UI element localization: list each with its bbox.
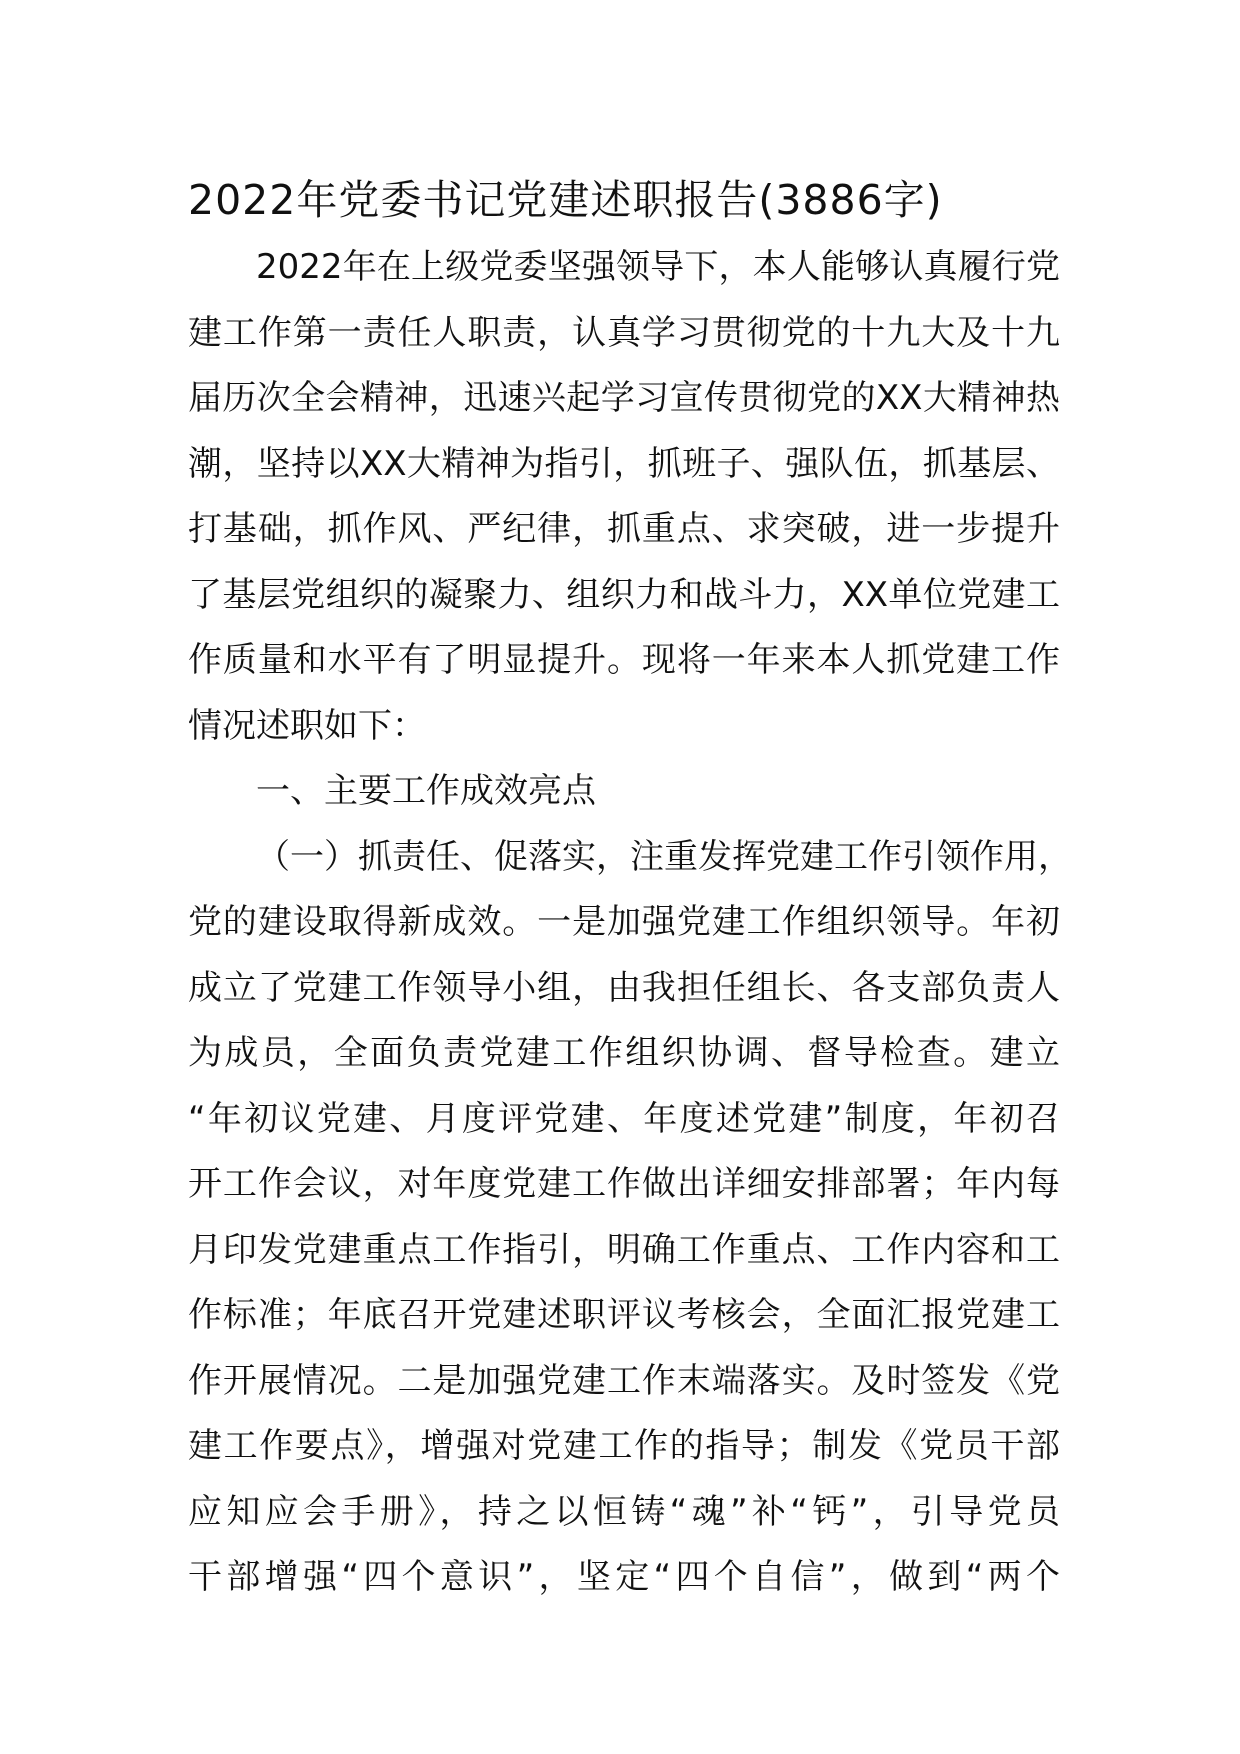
text-line: 干部增强“四个意识”，坚定“四个自信”，做到“两个: [188, 1557, 1060, 1597]
text-line: 了基层党组织的凝聚力、组织力和战斗力，XX单位党建工: [188, 574, 1060, 615]
text-line: 建工作要点》，增强对党建工作的指导；制发《党员干部: [188, 1426, 1060, 1466]
section-heading: 一、主要工作成效亮点: [256, 771, 596, 811]
text-line: “年初议党建、月度评党建、年度述党建”制度，年初召: [188, 1098, 1060, 1139]
text-line: 月印发党建重点工作指引，明确工作重点、工作内容和工: [188, 1229, 1060, 1270]
text-line: 为成员，全面负责党建工作组织协调、督导检查。建立: [188, 1033, 1060, 1073]
text-line: 成立了党建工作领导小组，由我担任组长、各支部负责人: [188, 967, 1060, 1008]
document-title: 2022年党委书记党建述职报告(3886字): [188, 176, 943, 224]
text-line: 2022年在上级党委坚强领导下，本人能够认真履行党: [256, 247, 1060, 287]
text-line: 作开展情况。二是加强党建工作末端落实。及时签发《党: [188, 1360, 1060, 1401]
text-line: 作标准；年底召开党建述职评议考核会，全面汇报党建工: [188, 1295, 1060, 1335]
text-line: 党的建设取得新成效。一是加强党建工作组织领导。年初: [188, 902, 1060, 942]
text-line: 情况述职如下：: [188, 705, 426, 746]
document-body: [188, 165, 1072, 1611]
text-line: 应知应会手册》，持之以恒铸“魂”补“钙”，引导党员: [188, 1491, 1060, 1532]
text-line: 潮，坚持以XX大精神为指引，抓班子、强队伍，抓基层、: [188, 443, 1060, 484]
paragraph-section1: [188, 825, 1072, 1611]
text-line: 作质量和水平有了明显提升。现将一年来本人抓党建工作: [188, 640, 1060, 680]
text-line: 开工作会议，对年度党建工作做出详细安排部署；年内每: [188, 1164, 1060, 1204]
text-line: 打基础，抓作风、严纪律，抓重点、求突破，进一步提升: [188, 509, 1060, 549]
text-line: 建工作第一责任人职责，认真学习贯彻党的十九大及十九: [188, 312, 1060, 353]
paragraph-intro: [188, 235, 1060, 759]
text-line: （一）抓责任、促落实，注重发挥党建工作引领作用，: [256, 836, 1072, 877]
text-line: 届历次全会精神，迅速兴起学习宣传贯彻党的XX大精神热: [188, 378, 1060, 418]
